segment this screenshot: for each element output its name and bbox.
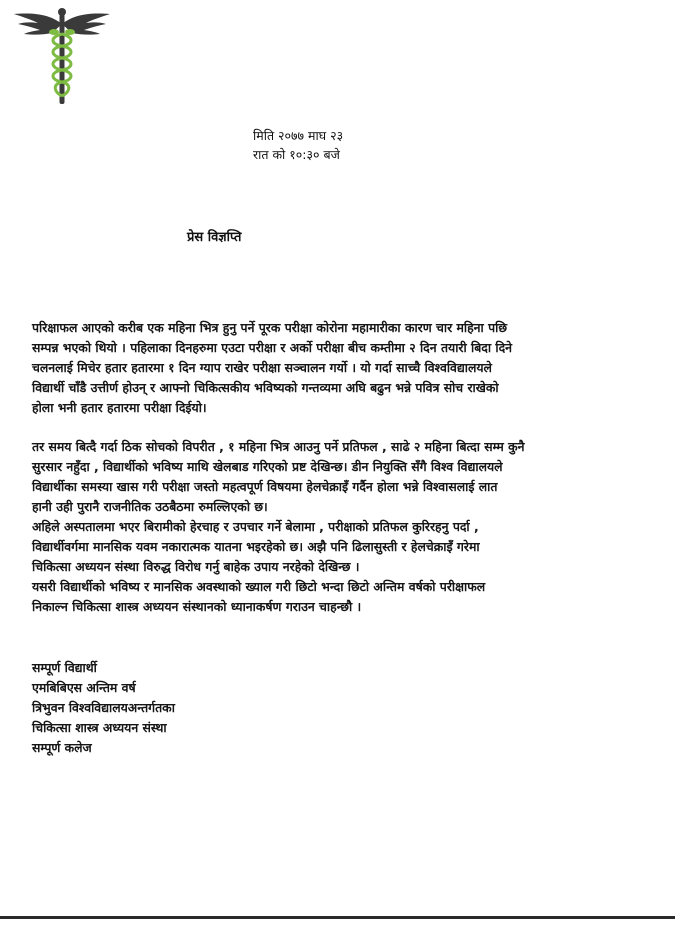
text-line: सुरसार नहुँदा , विद्यार्थीको भविष्य माथि खेलबाड गरिएको प्रष्ट देखिन्छ। डीन नियुक्ति सँगै विश्व विद्यालयले: [32, 459, 503, 474]
text-line: तर समय बित्दै गर्दा ठिक सोचको विपरीत , १ महिना भित्र आउनु पर्ने प्रतिफल , साढे २ महिना बित्दा सम्म कुनै: [32, 439, 525, 454]
date-block: [253, 126, 343, 164]
page-bottom-divider: [0, 916, 675, 919]
date-line: मिति २०७७ माघ २३: [253, 128, 344, 143]
text-line: चिकित्सा अध्ययन संस्था विरुद्ध विरोध गर्नु बाहेक उपाय नरहेको देखिन्छ ।: [32, 559, 360, 574]
signature-block: [32, 658, 175, 758]
signature-line: चिकित्सा शास्त्र अध्ययन संस्था: [32, 720, 167, 735]
signature-line: एमबिबिएस अन्तिम वर्ष: [32, 680, 136, 695]
text-line: होला भनी हतार हतारमा परीक्षा दिईयो।: [32, 400, 207, 415]
text-line: विद्यार्थीवर्गमा मानसिक यवम नकारात्मक यातना भइरहेको छ। अझै पनि ढिलासुस्ती र हेलचेक्राइँ गरेमा: [32, 539, 480, 554]
text-line: निकाल्न चिकित्सा शास्त्र अध्ययन संस्थानको ध्यानाकर्षण गराउन चाहन्छौ ।: [32, 599, 362, 614]
paragraph-1: [32, 318, 644, 418]
signature-line: सम्पूर्ण कलेज: [32, 740, 92, 755]
text-line: सम्पन्न भएको थियो । पहिलाका दिनहरुमा एउटा परीक्षा र अर्को परीक्षा बीच कम्तीमा २ दिन तयारी बिदा दिने: [32, 340, 513, 355]
caduceus-logo: [8, 4, 116, 108]
text-line: यसरी विद्यार्थीको भविष्य र मानसिक अवस्थाको ख्याल गरी छिटो भन्दा छिटो अन्तिम वर्षको परीक्षाफल: [32, 579, 486, 594]
text-line: परिक्षाफल आएको करीब एक महिना भित्र हुनु पर्ने पूरक परीक्षा कोरोना महामारीका कारण चार महिना पछि: [32, 320, 508, 335]
time-line: रात को १०:३० बजे: [253, 147, 340, 162]
signature-line: सम्पूर्ण विद्यार्थी: [32, 660, 97, 675]
signature-line: त्रिभुवन विश्वविद्यालयअन्तर्गतका: [32, 700, 175, 715]
text-line: हानी उही पुरानै राजनीतिक उठबैठमा रुमल्लिएको छ।: [32, 499, 268, 514]
text-line: विद्यार्थी चाँडै उत्तीर्ण होउन् र आफ्नो चिकित्सकीय भविष्यको गन्तव्यमा अघि बढुन भन्ने पवित्र सोच राखेको: [32, 380, 499, 395]
text-line: चलनलाई मिचेर हतार हतारमा १ दिन ग्याप राखेर परीक्षा सञ्चालन गर्यो । यो गर्दा साच्चै विश्वविद्यालयले: [32, 360, 492, 375]
document-title: प्रेस विज्ञप्ति: [187, 230, 242, 245]
paragraph-2: [32, 437, 644, 617]
letter-body: [32, 318, 644, 617]
text-line: विद्यार्थीका समस्या खास गरी परीक्षा जस्तो महत्वपूर्ण विषयमा हेलचेक्राइँ गर्दैन होला भन्ने विश्वासलाई लात: [32, 479, 498, 494]
text-line: अहिले अस्पतालमा भएर बिरामीको हेरचाह र उपचार गर्ने बेलामा , परीक्षाको प्रतिफल कुरिरहनु पर्दा ,: [32, 519, 479, 534]
caduceus-icon: [8, 4, 116, 108]
